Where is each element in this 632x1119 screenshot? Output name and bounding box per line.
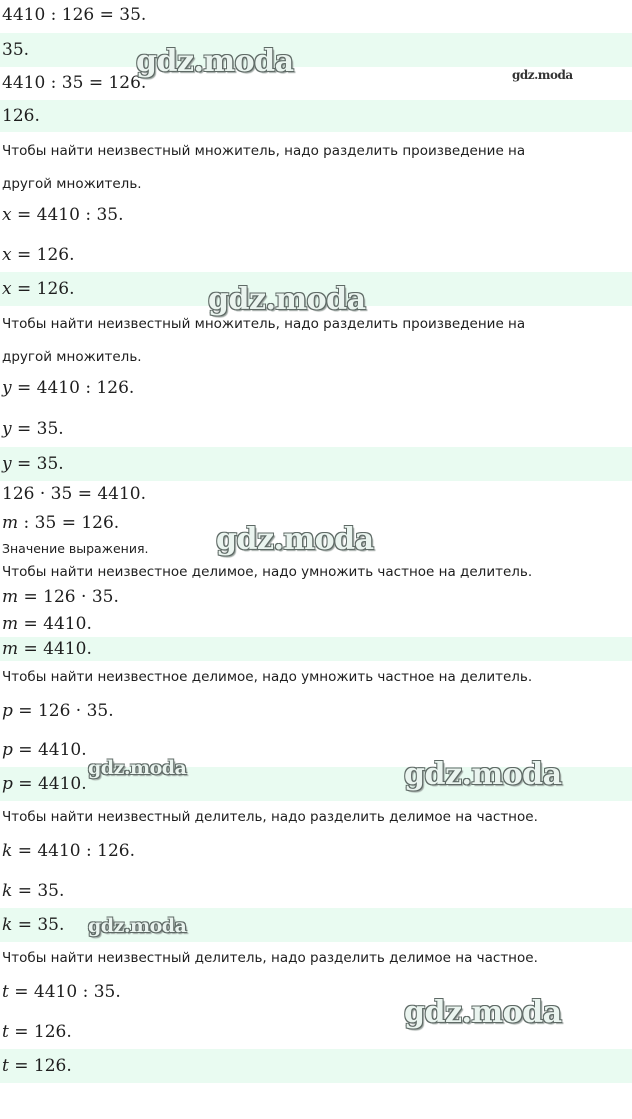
- variable: m: [2, 513, 19, 533]
- line-text: = 126.: [11, 245, 75, 265]
- explanation-line: [0, 561, 632, 584]
- watermark: gdz.moda: [136, 44, 294, 79]
- watermark: gdz.moda: [88, 915, 187, 937]
- variable: y: [2, 454, 12, 474]
- explanation-line: [0, 135, 632, 168]
- equation-line: [0, 240, 632, 271]
- variable: y: [2, 419, 12, 439]
- line-text: Чтобы найти неизвестный множитель, надо разделить произведение на: [2, 316, 526, 332]
- variable: k: [2, 915, 13, 935]
- equation-line: [0, 694, 632, 728]
- line-text: = 126.: [8, 1022, 72, 1042]
- equation-line: [0, 834, 632, 868]
- watermark: gdz.moda: [216, 522, 374, 557]
- answer-line: [0, 33, 632, 67]
- equation-line: [0, 480, 632, 508]
- variable: k: [2, 881, 13, 901]
- line-text: = 126 · 35.: [12, 701, 114, 721]
- line-text: = 4410 : 35.: [11, 205, 124, 225]
- watermark: gdz.moda: [88, 757, 187, 779]
- explanation-line: [0, 942, 632, 975]
- answer-line: [0, 1049, 632, 1083]
- line-text: = 126.: [11, 279, 75, 299]
- line-text: = 4410.: [12, 774, 87, 794]
- line-text: = 4410 : 126.: [12, 841, 136, 861]
- equation-line: [0, 414, 632, 445]
- variable: p: [2, 740, 13, 760]
- variable: t: [2, 1022, 9, 1042]
- line-text: = 126.: [8, 1056, 72, 1076]
- variable: x: [2, 279, 12, 299]
- variable: p: [2, 774, 13, 794]
- explanation-line: [0, 662, 632, 692]
- variable: m: [2, 639, 19, 659]
- answer-line: [0, 447, 632, 481]
- line-text: : 35 = 126.: [18, 513, 120, 533]
- line-text: = 4410.: [12, 740, 87, 760]
- equation-line: [0, 612, 632, 637]
- line-text: = 4410 : 35.: [8, 982, 121, 1002]
- variable: y: [2, 378, 12, 398]
- line-text: = 4410.: [18, 639, 92, 659]
- variable: t: [2, 1056, 9, 1076]
- equation-line: [0, 199, 632, 232]
- line-text: Чтобы найти неизвестный делитель, надо разделить делимое на частное.: [2, 950, 538, 966]
- explanation-line: [0, 168, 632, 201]
- line-text: = 35.: [11, 419, 64, 439]
- line-text: 126.: [2, 106, 40, 126]
- variable: k: [2, 841, 13, 861]
- line-text: Значение выражения.: [2, 541, 149, 556]
- line-text: = 35.: [12, 915, 65, 935]
- explanation-line: [0, 801, 632, 834]
- line-text: = 4410 : 126.: [11, 378, 135, 398]
- watermark: gdz.moda: [208, 282, 366, 317]
- line-text: = 35.: [12, 881, 65, 901]
- variable: x: [2, 245, 12, 265]
- line-text: = 4410.: [18, 614, 92, 634]
- line-text: = 35.: [11, 454, 64, 474]
- line-text: Чтобы найти неизвестное делимое, надо умножить частное на делитель.: [2, 669, 533, 685]
- equation-line: [0, 584, 632, 610]
- explanation-line: [0, 341, 632, 374]
- equation-line: [0, 875, 632, 907]
- variable: m: [2, 587, 19, 607]
- equation-line: [0, 0, 632, 30]
- watermark: gdz.moda: [404, 757, 562, 792]
- watermark: gdz.moda: [512, 68, 573, 82]
- variable: p: [2, 701, 13, 721]
- line-text: Чтобы найти неизвестный делитель, надо разделить делимое на частное.: [2, 809, 538, 825]
- line-text: Чтобы найти неизвестный множитель, надо разделить произведение на: [2, 143, 526, 159]
- line-text: другой множитель.: [2, 349, 142, 365]
- watermark: gdz.moda: [404, 995, 562, 1030]
- variable: t: [2, 982, 9, 1002]
- line-text: 35.: [2, 40, 30, 60]
- line-text: Чтобы найти неизвестное делимое, надо умножить частное на делитель.: [2, 564, 533, 580]
- answer-line: [0, 637, 632, 661]
- line-text: 4410 : 126 = 35.: [2, 5, 147, 25]
- line-text: 4410 : 35 = 126.: [2, 73, 147, 93]
- variable: x: [2, 205, 12, 225]
- variable: m: [2, 614, 19, 634]
- line-text: 126 · 35 = 4410.: [2, 484, 147, 504]
- answer-line: [0, 100, 632, 132]
- equation-line: [0, 372, 632, 405]
- line-text: = 126 · 35.: [18, 587, 119, 607]
- line-text: другой множитель.: [2, 176, 142, 192]
